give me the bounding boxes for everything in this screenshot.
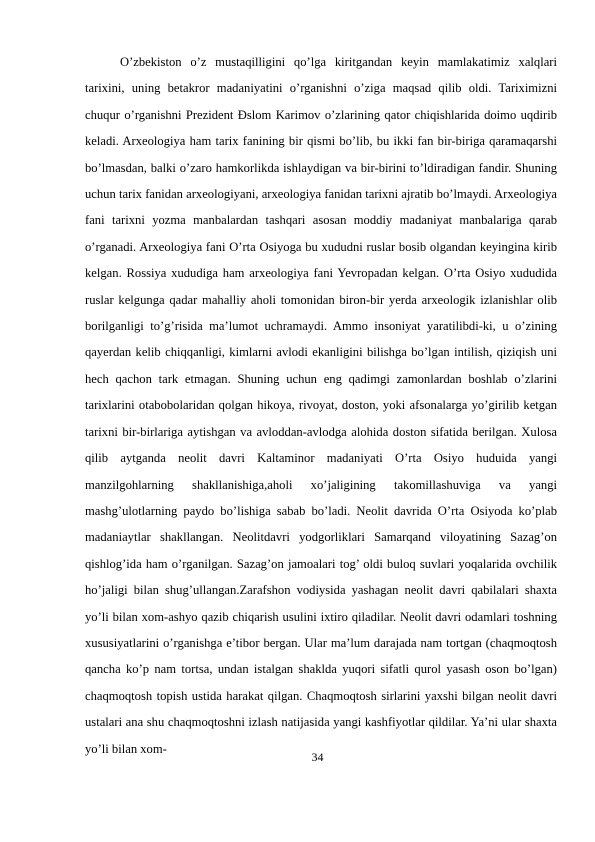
page-number: 34 <box>311 750 324 764</box>
document-page <box>85 49 557 762</box>
body-paragraph: O’zbekiston o’z mustaqilligini qo’lga kiritgandan keyin mamlakatimiz xalqlari tarixini, uning betakror madaniyatini o’rganishni o’ziga maqsad qilib oldi. Tariximizni chuqur o’rganishni Prezident Ðslom Karimov o’zlarining qator chiqishlarida doimo uqdirib keladi. Arxeologiya ham tarix fanining bir qismi bo’lib, bu ikki fan bir-biriga qaramaqarshi bo’lmasdan, balki o’zaro hamkorlikda ishlaydigan va bir-birini to’ldiradigan fandir. Shuning uchun tarix fanidan arxeologiyani, arxeologiya fanidan tarixni ajratib bo’lmaydi. Arxeologiya fani tarixni yozma manbalardan tashqari asosan moddiy madaniyat manbalariga qarab o’rganadi. Arxeologiya fani O’rta Osiyoga bu xududni ruslar bosib olgandan keyingina kirib kelgan. Rossiya xududiga ham arxeologiya fani Yevropadan kelgan. O’rta Osiyo xududida ruslar kelgunga qadar mahalliy aholi tomonidan biron-bir yerda arxeologik izlanishlar olib borilganligi to’g’risida ma’lumot uchramaydi. Ammo insoniyat yaratilibdi-ki, u o’zining qayerdan kelib chiqqanligi, kimlarni avlodi ekanligini bilishga bo’lgan intilish, qiziqish uni hech qachon tark etmagan. Shuning uchun eng qadimgi zamonlardan boshlab o’zlarini tarixlarini otabobolaridan qolgan hikoya, rivoyat, doston, yoki afsonalarga yo’girilib ketgan tarixni bir-birlariga aytishgan va avloddan-avlodga alohida doston sifatida berilgan. Xulosa qilib aytganda neolit davri Kaltaminor madaniyati O’rta Osiyo huduida yangi manzilgohlarning shakllanishiga,aholi xo’jaligining takomillashuviga va yangi mashg’ulotlarning paydo bo’lishiga sabab bo’ladi. Neolit davrida O’rta Osiyoda ko’plab madaniaytlar shakllangan. Neolitdavri yodgorliklari Samarqand viloyatining Sazag’on qishlog’ida ham o’rganilgan. Sazag’on jamoalari tog’ oldi buloq suvlari yoqalarida ovchilik ho’jaligi bilan shug’ullangan.Zarafshon vodiysida yashagan neolit davri qabilalari shaxta yo’li bilan xom-ashyo qazib chiqarish usulini ixtiro qiladilar. Neolit davri odamlari toshning xususiyatlarini o’rganishga e’tibor bergan. Ular ma’lum darajada nam tortgan (chaqmoqtosh qancha ko’p nam tortsa, undan istalgan shaklda yuqori sifatli qurol yasash oson bo’lgan) chaqmoqtosh topish ustida harakat qilgan. Chaqmoqtosh sirlarini yaxshi bilgan neolit davri ustalari ana shu chaqmoqtoshni izlash natijasida yangi kashfiyotlar qildilar. Ya’ni ular shaxta yo’li bilan xom- <box>85 55 557 756</box>
